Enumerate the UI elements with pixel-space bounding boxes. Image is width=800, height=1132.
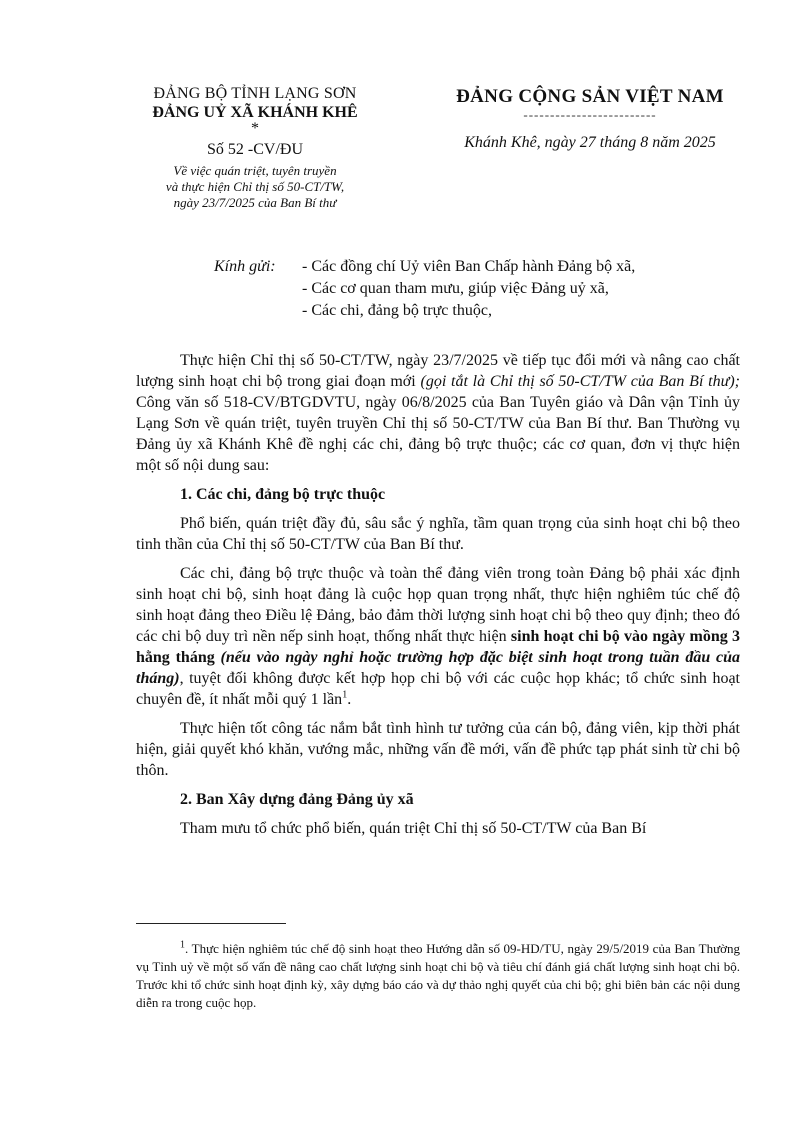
issuer-parent-org: ĐẢNG BỘ TỈNH LẠNG SƠN xyxy=(153,85,357,102)
intro-italic: (gọi tắt là Chỉ thị số 50-CT/TW của Ban Bí thư); xyxy=(420,373,741,390)
issuer-block xyxy=(120,84,390,211)
subject-line-2: và thực hiện Chỉ thị số 50-CT/TW, xyxy=(165,179,345,194)
intro-text-cont: Công văn số 518-CV/BTGDVTU, ngày 06/8/2025 của Ban Tuyên giáo và Dân vận Tỉnh ủy Lạng Sơn về quán triệt, tuyên truyền Chỉ thị số 50-CT/TW của Ban Bí thư. Ban Thường vụ Đảng ủy xã Khánh Khê đề nghị các chi, đảng bộ trực thuộc; các cơ quan, đơn vị thực hiện một số nội dung sau: xyxy=(136,394,740,474)
recipient-item: - Các chi, đảng bộ trực thuộc, xyxy=(302,302,492,319)
footnote-body: . Thực hiện nghiêm túc chế độ sinh hoạt theo Hướng dẫn số 09-HD/TU, ngày 29/5/2019 của Ban Thường vụ Tỉnh uỷ về một số vấn đề nâng cao chất lượng sinh hoạt chi bộ và tiêu chí đánh giá chất lượng sinh hoạt chi bộ. Trước khi tổ chức sinh hoạt định kỳ, xây dựng báo cáo và dự thảo nghị quyết của chi bộ; ghi biên bản các nội dung diễn ra trong cuộc họp. xyxy=(136,941,740,1010)
p2-period: . xyxy=(347,691,352,708)
section-heading-2: 2. Ban Xây dựng đảng Đảng ủy xã xyxy=(180,791,414,808)
paragraph-1: Phổ biến, quán triệt đầy đủ, sâu sắc ý nghĩa, tầm quan trọng của sinh hoạt chi bộ theo tinh thần của Chỉ thị số 50-CT/TW của Ban Bí thư. xyxy=(136,515,740,553)
footnote-text xyxy=(136,940,740,1012)
recipient-row xyxy=(214,300,635,322)
section-heading-1: 1. Các chi, đảng bộ trực thuộc xyxy=(180,486,386,503)
footnote xyxy=(136,940,740,1012)
place-date: Khánh Khê, ngày 27 tháng 8 năm 2025 xyxy=(464,134,716,151)
footnote-mark: 1 xyxy=(180,939,185,951)
document-body xyxy=(136,350,740,847)
intro-paragraph xyxy=(136,350,740,476)
intro-text: Thực hiện Chỉ thị số 50-CT/TW, ngày 23/7/2025 về tiếp tục đổi mới và nâng cao chất lượng sinh hoạt chi bộ trong giai đoạn mới xyxy=(136,352,740,390)
p2-text: Các chi, đảng bộ trực thuộc và toàn thể đảng viên trong toàn Đảng bộ phải xác định sinh hoạt chi bộ, sinh hoạt đảng là cuộc họp quan trọng nhất, thực hiện nghiêm túc chế độ sinh hoạt đảng theo Điều lệ Đảng, bảo đảm thời lượng sinh hoạt chi bộ theo quy định; theo đó các chi bộ duy trì nền nếp sinh hoạt, thống nhất thực hiện xyxy=(136,565,740,645)
issuer-star: * xyxy=(251,120,259,137)
paragraph-2 xyxy=(136,563,740,710)
p2-bold-italic: (nếu vào ngày nghỉ hoặc trường hợp đặc biệt sinh hoạt trong tuần đầu của tháng) xyxy=(136,649,741,687)
footnote-divider xyxy=(136,923,286,924)
party-title: ĐẢNG CỘNG SẢN VIỆT NAM xyxy=(456,86,724,107)
paragraph-3: Thực hiện tốt công tác nắm bắt tình hình tư tưởng của cán bộ, đảng viên, kịp thời phát hiện, giải quyết khó khăn, vướng mắc, những vấn đề mới, vấn đề phức tạp phát sinh từ chi bộ thôn. xyxy=(136,720,740,779)
footnote-ref[interactable]: 1 xyxy=(342,689,348,701)
recipient-item: - Các cơ quan tham mưu, giúp việc Đảng uỷ xã, xyxy=(302,280,609,297)
recipient-row xyxy=(214,278,635,300)
national-block xyxy=(430,86,750,152)
recipient-row xyxy=(214,256,635,278)
issuer-org: ĐẢNG UỶ XÃ KHÁNH KHÊ xyxy=(152,104,358,121)
paragraph-4: Tham mưu tổ chức phổ biến, quán triệt Chỉ thị số 50-CT/TW của Ban Bí xyxy=(180,820,647,837)
recipient-item: - Các đồng chí Uỷ viên Ban Chấp hành Đảng bộ xã, xyxy=(302,258,636,275)
document-number: Số 52 -CV/ĐU xyxy=(206,141,303,158)
title-underline: ------------------------- xyxy=(523,107,657,122)
recipients-block xyxy=(214,256,635,322)
subject-line-3: ngày 23/7/2025 của Ban Bí thư xyxy=(173,195,337,210)
p2-text-cont: , tuyệt đối không được kết hợp họp chi bộ với các cuộc họp khác; tổ chức sinh hoạt chuyên đề, ít nhất mỗi quý 1 lần xyxy=(136,670,740,708)
p2-bold: sinh hoạt chi bộ vào ngày mồng 3 hằng tháng xyxy=(136,628,741,666)
document-subject xyxy=(120,163,390,211)
subject-line-1: Về việc quán triệt, tuyên truyền xyxy=(173,163,337,178)
recipients-label: Kính gửi: xyxy=(214,258,276,275)
